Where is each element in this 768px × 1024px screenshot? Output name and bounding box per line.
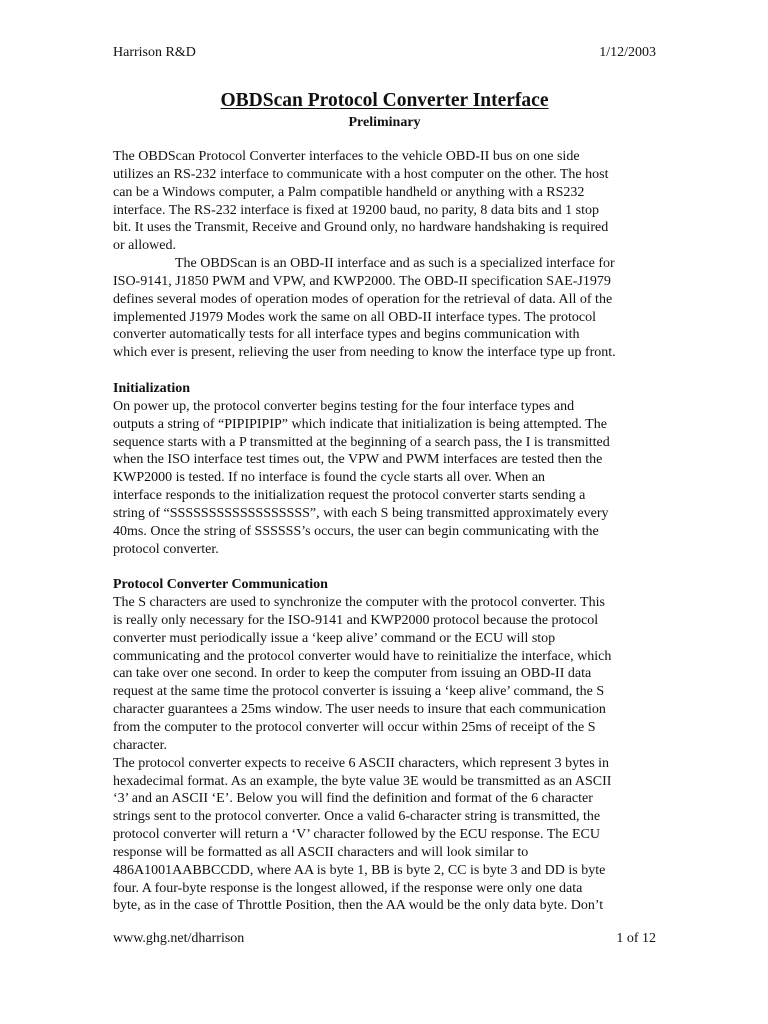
page-footer: [113, 930, 656, 948]
text-line: protocol converter.: [113, 541, 219, 557]
text-line: hexadecimal format. As an example, the byte value 3E would be transmitted as an ASCII: [113, 773, 612, 789]
text-line: The S characters are used to synchronize the computer with the protocol converter. This: [113, 595, 605, 611]
text-line: utilizes an RS-232 interface to communicate with a host computer on the other. The host: [113, 166, 609, 182]
page-header: [113, 44, 656, 62]
text-line: which ever is present, relieving the user from needing to know the interface type up front.: [113, 345, 616, 361]
section-heading-communication: Protocol Converter Communication: [113, 577, 328, 593]
text-line: 40ms. Once the string of SSSSSS’s occurs, the user can begin communicating with the: [113, 523, 599, 539]
document-title: [113, 89, 656, 113]
text-line: sequence starts with a P transmitted at the beginning of a search pass, the I is transmitted: [113, 434, 610, 450]
text-line: outputs a string of “PIPIPIPIP” which indicate that initialization is being attempted. The: [113, 416, 607, 432]
text-line: ISO-9141, J1850 PWM and VPW, and KWP2000. The OBD-II specification SAE-J1979: [113, 273, 611, 289]
text-line: communicating and the protocol converter would have to reinitialize the interface, which: [113, 648, 612, 664]
paragraph-ascii-format: [113, 755, 660, 916]
document-subtitle: Preliminary: [348, 115, 421, 130]
text-line: character guarantees a 25ms window. The user needs to insure that each communication: [113, 702, 606, 718]
header-company: Harrison R&D: [113, 45, 196, 60]
text-line: from the computer to the protocol converter will occur within 25ms of receipt of the S: [113, 720, 596, 735]
text-line: converter must periodically issue a ‘keep alive’ command or the ECU will stop: [113, 630, 556, 646]
document-body: [113, 148, 660, 915]
text-line: converter automatically tests for all interface types and begins communication with: [113, 327, 580, 343]
text-line: 486A1001AABBCCDD, where AA is byte 1, BB is byte 2, CC is byte 3 and DD is byte: [113, 862, 606, 878]
text-line: or allowed.: [113, 238, 176, 254]
footer-url: www.ghg.net/dharrison: [113, 931, 245, 946]
text-line: is really only necessary for the ISO-9141 and KWP2000 protocol because the protocol: [113, 612, 599, 628]
text-line: strings sent to the protocol converter. Once a valid 6-character string is transmitted, the: [113, 809, 601, 825]
footer-page-number: 1 of 12: [616, 931, 656, 946]
text-line: response will be formatted as all ASCII characters and will look similar to: [113, 844, 529, 860]
paragraph-intro: [113, 148, 660, 255]
text-line: The OBDScan Protocol Converter interfaces to the vehicle OBD-II bus on one side: [113, 149, 580, 164]
text-line: protocol converter will return a ‘V’ character followed by the ECU response. The ECU: [113, 827, 600, 843]
text-line: request at the same time the protocol converter is issuing a ‘keep alive’ command, the S: [113, 684, 605, 700]
text-line: can take over one second. In order to keep the computer from issuing an OBD-II data: [113, 666, 592, 682]
text-line: defines several modes of operation modes of operation for the retrieval of data. All of the: [113, 291, 613, 307]
paragraph-initialization: [113, 398, 660, 559]
header-date: 1/12/2003: [599, 45, 656, 60]
text-line: string of “SSSSSSSSSSSSSSSSSS”, with each S being transmitted approximately every: [113, 505, 609, 521]
text-line: ‘3’ and an ASCII ‘E’. Below you will find the definition and format of the 6 character: [113, 791, 593, 807]
text-line: The protocol converter expects to receive 6 ASCII characters, which represent 3 bytes in: [113, 755, 610, 771]
paragraph-obd-interface: [113, 255, 660, 362]
text-line: bit. It uses the Transmit, Receive and Ground only, no hardware handshaking is required: [113, 220, 609, 236]
text-line: interface. The RS-232 interface is fixed at 19200 baud, no parity, 8 data bits and 1 stop: [113, 202, 599, 218]
text-line: KWP2000 is tested. If no interface is found the cycle starts all over. When an: [113, 470, 546, 486]
text-line: implemented J1979 Modes work the same on all OBD-II interface types. The protocol: [113, 309, 597, 325]
text-line: interface responds to the initialization request the protocol converter starts sending a: [113, 488, 586, 504]
text-line: On power up, the protocol converter begins testing for the four interface types and: [113, 398, 575, 414]
text-line: when the ISO interface test times out, the VPW and PWM interfaces are tested then the: [113, 452, 603, 468]
section-heading-initialization: Initialization: [113, 380, 191, 396]
text-line: character.: [113, 737, 168, 753]
paragraph-sync: [113, 594, 660, 755]
text-line: can be a Windows computer, a Palm compatible handheld or anything with a RS232: [113, 184, 585, 200]
text-line: byte, as in the case of Throttle Position, then the AA would be the only data byte. Don’t: [113, 898, 604, 914]
document-title-text: OBDScan Protocol Converter Interface: [220, 90, 549, 111]
text-line: The OBDScan is an OBD-II interface and as such is a specialized interface for: [175, 256, 615, 272]
text-line: four. A four-byte response is the longest allowed, if the response were only one data: [113, 880, 583, 896]
